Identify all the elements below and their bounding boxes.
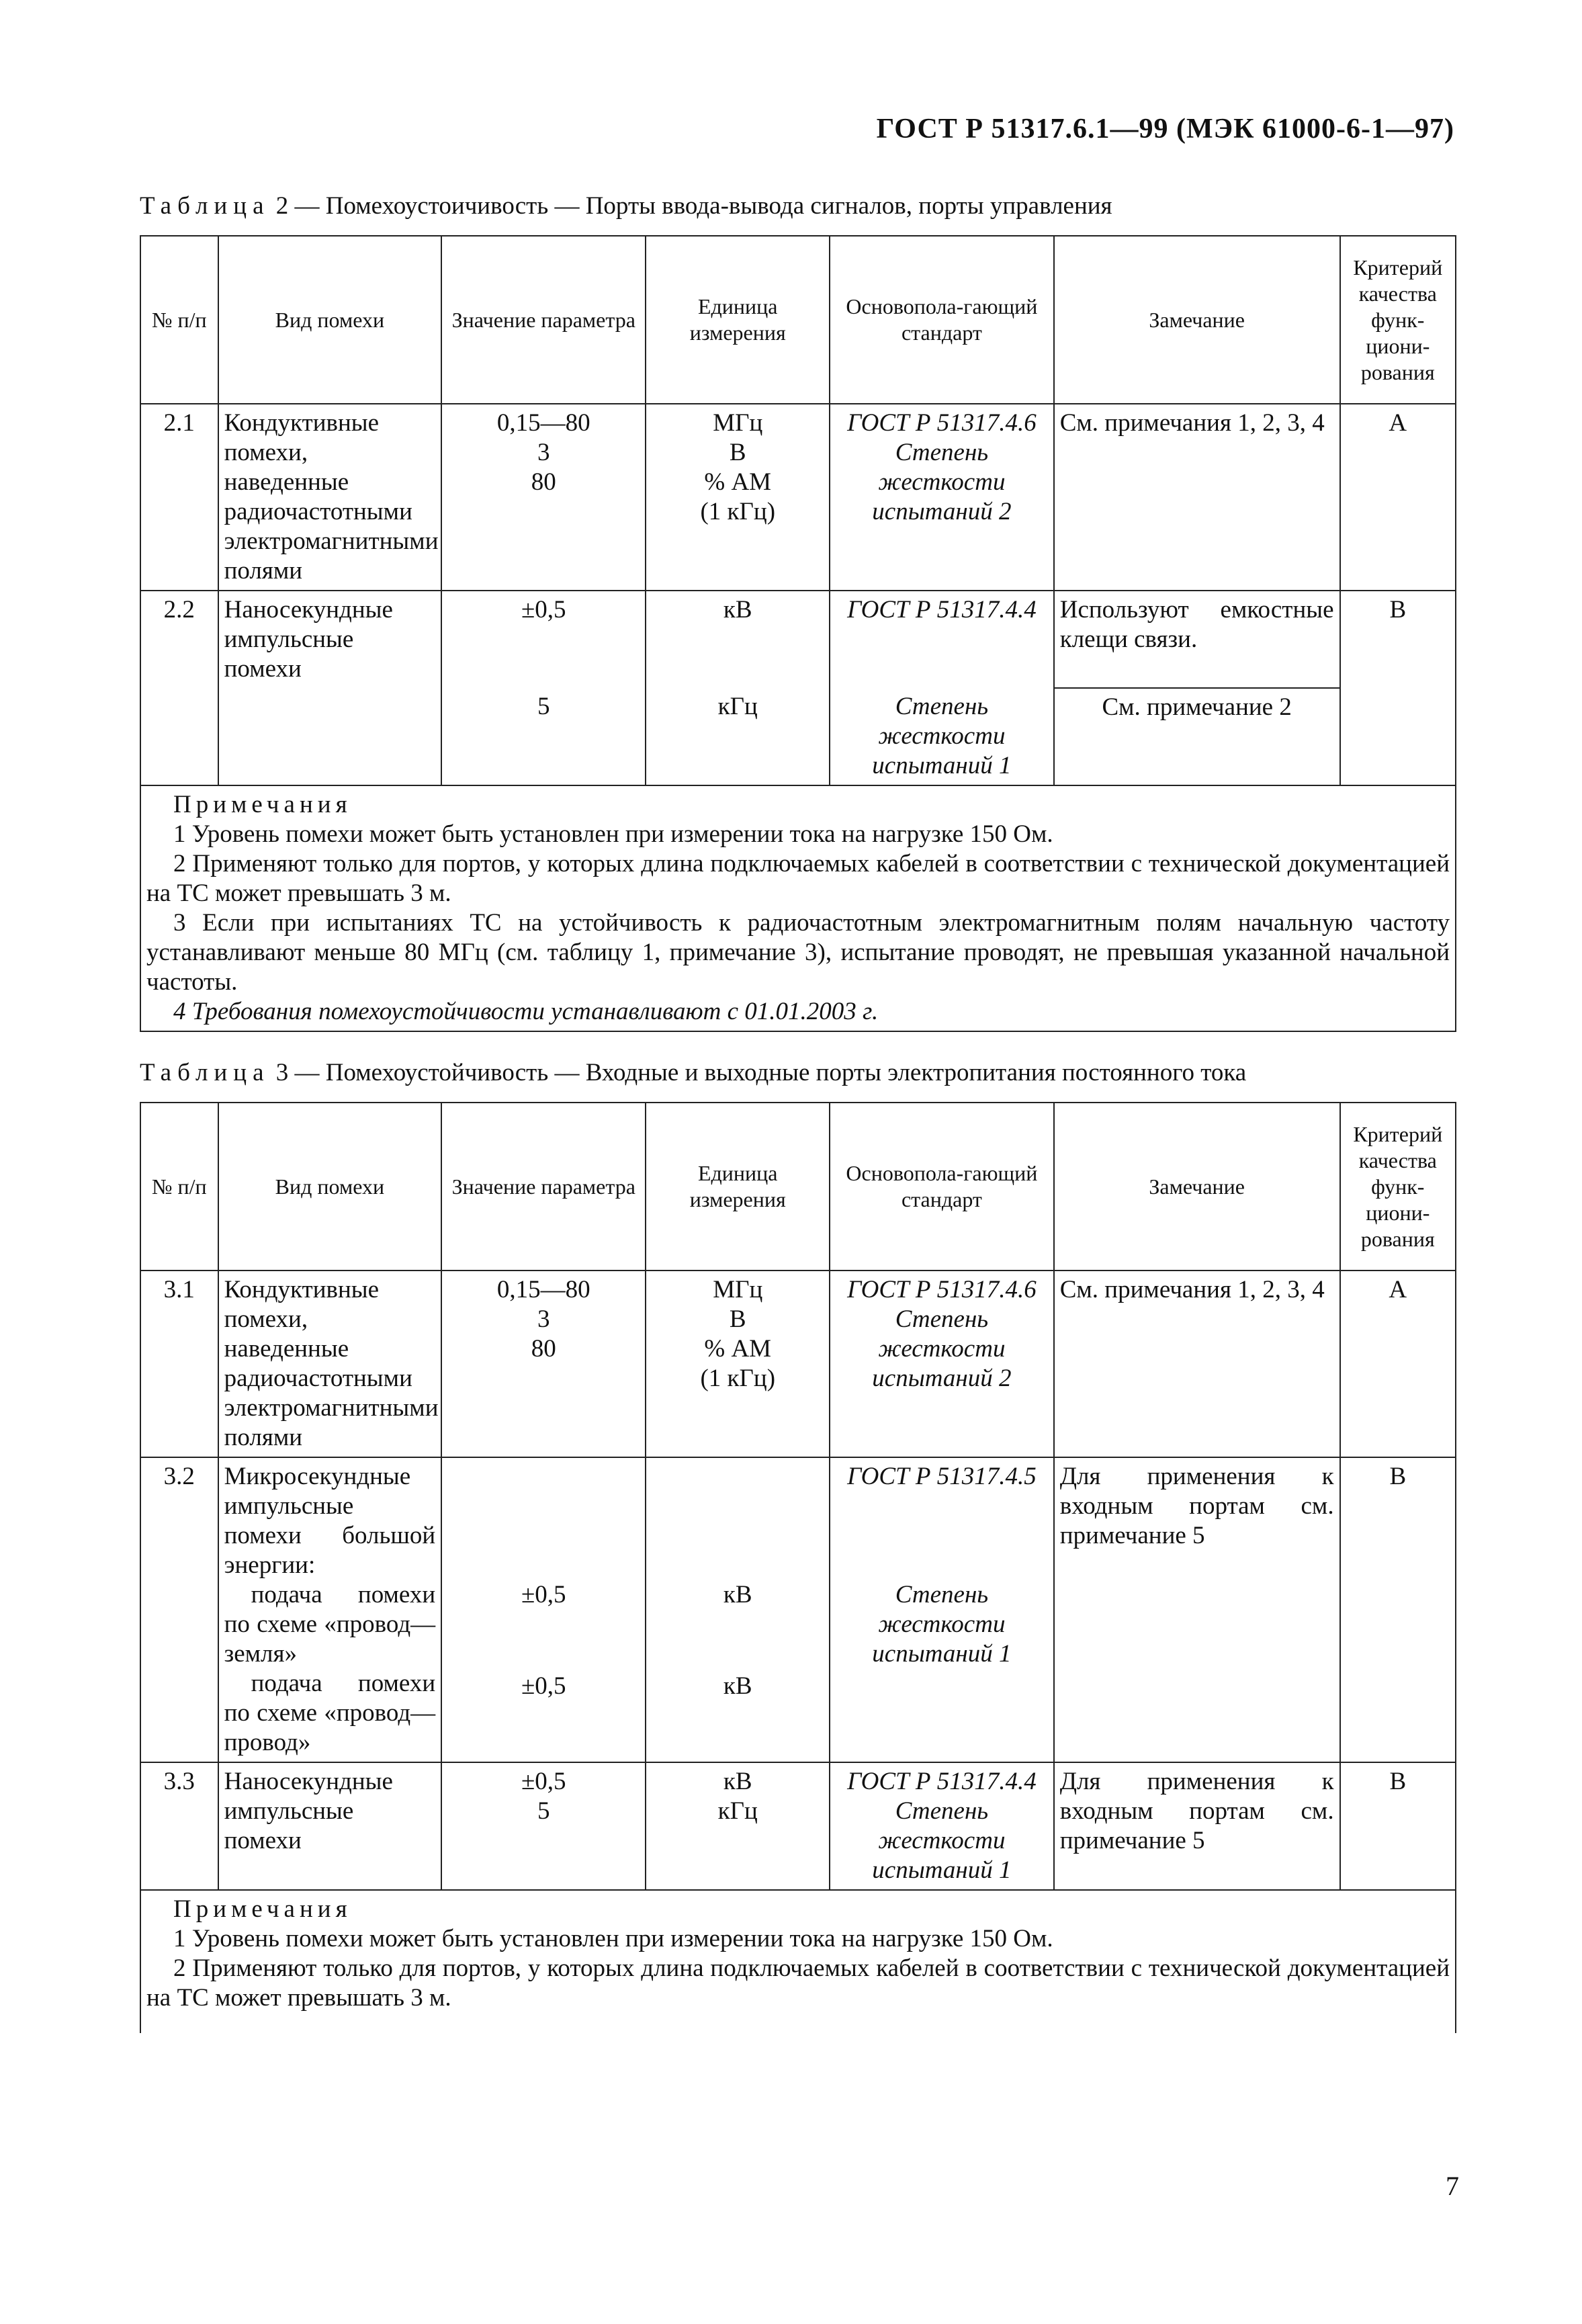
remark: Используют емкостные клещи связи.	[1054, 591, 1340, 688]
unit: % АМ	[704, 468, 772, 496]
note-4: 4 Требования помехоустойчивости устанавливают с 01.01.2003 г.	[173, 998, 879, 1025]
value: ±0,5	[521, 1768, 566, 1795]
remark: См. примечания 1, 2, 3, 4	[1054, 1271, 1340, 1457]
table2-caption-word: Таблица	[140, 192, 270, 220]
col-header-value: Значение параметра	[441, 236, 646, 404]
criterion: А	[1340, 1271, 1456, 1457]
interference-type: Кондуктивные помехи, наведенные радиочастотными электромагнитными полями	[218, 404, 442, 591]
remark: Для применения к входным портам см. примечание 5	[1054, 1762, 1340, 1890]
criterion: В	[1340, 1762, 1456, 1890]
interference-type: Кондуктивные помехи, наведенные радиочастотными электромагнитными полями	[218, 1271, 442, 1457]
parameter-values	[441, 1762, 646, 1890]
row-number: 3.3	[140, 1762, 218, 1890]
criterion: В	[1340, 1457, 1456, 1762]
severity-level: Степень жесткости испытаний 2	[872, 1305, 1012, 1392]
value: ±0,5	[521, 1672, 566, 1700]
row-number: 3.1	[140, 1271, 218, 1457]
col-header-standard: Основопола-гающий стандарт	[830, 1103, 1054, 1271]
units	[646, 1271, 830, 1457]
standard	[830, 1457, 1054, 1762]
col-header-unit: Единица измерения	[646, 236, 830, 404]
unit: % АМ	[704, 1335, 772, 1363]
document-header: ГОСТ Р 51317.6.1—99 (МЭК 61000-6-1—97)	[876, 114, 1454, 144]
units	[646, 1762, 830, 1890]
unit: (1 кГц)	[700, 498, 776, 525]
table-row	[140, 1457, 1456, 1762]
col-header-type: Вид помехи	[218, 236, 442, 404]
unit: кГц	[646, 688, 830, 785]
table2-notes	[140, 785, 1456, 1031]
value: 3	[537, 439, 550, 466]
sub-item: подача помехи по схеме «провод—провод»	[224, 1670, 436, 1756]
unit: кВ	[646, 591, 830, 688]
col-header-standard: Основопола-гающий стандарт	[830, 236, 1054, 404]
interference-type-title: Микросекундные импульсные помехи большой энергии:	[224, 1463, 436, 1579]
note-2: 2 Применяют только для портов, у которых длина подключаемых кабелей в соответствии с технической документацией на ТС может превышать 3 м.	[146, 850, 1450, 907]
value: 5	[537, 1797, 550, 1825]
table2-caption	[140, 191, 1112, 220]
unit: В	[729, 439, 746, 466]
value: 80	[531, 468, 556, 496]
standard-ref: ГОСТ Р 51317.4.5	[847, 1463, 1037, 1490]
unit: МГц	[713, 409, 763, 437]
table3-caption-word: Таблица	[140, 1059, 270, 1086]
standard	[830, 1271, 1054, 1457]
col-header-value: Значение параметра	[441, 1103, 646, 1271]
standard-ref: ГОСТ Р 51317.4.4	[847, 1768, 1037, 1795]
value: 5	[441, 688, 646, 785]
interference-type: Наносекундные импульсные помехи	[218, 591, 442, 688]
unit: кВ	[723, 1581, 752, 1608]
col-header-criterion: Критерий качества функ-циони-рования	[1340, 236, 1456, 404]
standard	[830, 404, 1054, 591]
table-row	[140, 404, 1456, 591]
table3-caption	[140, 1058, 1246, 1087]
col-header-number: № п/п	[140, 236, 218, 404]
note-1: 1 Уровень помехи может быть установлен при измерении тока на нагрузке 150 Ом.	[173, 820, 1053, 848]
note-3: 3 Если при испытаниях ТС на устойчивость к радиочастотным электромагнитным полям начальную частоту устанавливают меньше 80 МГц (см. таблицу 1, примечание 3), испытание проводят, не превышая указанной начальной частоты.	[146, 909, 1450, 996]
interference-type: Наносекундные импульсные помехи	[218, 1762, 442, 1890]
table-row	[140, 1762, 1456, 1890]
value: 0,15—80	[496, 1276, 590, 1303]
sub-item: подача помехи по схеме «провод—земля»	[224, 1581, 436, 1668]
standard-ref: ГОСТ Р 51317.4.6	[847, 409, 1037, 437]
col-header-type: Вид помехи	[218, 1103, 442, 1271]
value: 3	[537, 1305, 550, 1333]
table2-notes-row	[140, 785, 1456, 1031]
row-number: 2.1	[140, 404, 218, 591]
table3-caption-text: 3 — Помехоустойчивость — Входные и выходные порты электропитания постоянного тока	[275, 1059, 1247, 1086]
unit: МГц	[713, 1276, 763, 1303]
parameter-values	[441, 404, 646, 591]
row-number: 2.2	[140, 591, 218, 688]
notes-heading: Примечания	[173, 1895, 352, 1923]
remark: Для применения к входным портам см. примечание 5	[1054, 1457, 1340, 1762]
note-1: 1 Уровень помехи может быть установлен при измерении тока на нагрузке 150 Ом.	[173, 1925, 1053, 1952]
notes-heading: Примечания	[173, 791, 352, 818]
page-number: 7	[1446, 2171, 1459, 2201]
table-row	[140, 591, 1456, 688]
unit: кВ	[723, 1672, 752, 1700]
unit: В	[729, 1305, 746, 1333]
severity-level: Степень жесткости испытаний 1	[872, 1797, 1012, 1884]
table2-header-row	[140, 236, 1456, 404]
severity-level: Степень жесткости испытаний 2	[872, 439, 1012, 525]
col-header-remark: Замечание	[1054, 236, 1340, 404]
severity-level: Степень жесткости испытаний 1	[872, 1581, 1012, 1668]
table-row	[140, 1271, 1456, 1457]
value: 80	[531, 1335, 556, 1363]
parameter-values	[441, 1457, 646, 1762]
standard-ref: ГОСТ Р 51317.4.4	[830, 591, 1054, 688]
col-header-criterion: Критерий качества функ-циони-рования	[1340, 1103, 1456, 1271]
table3-header-row	[140, 1103, 1456, 1271]
interference-type	[218, 1457, 442, 1762]
value: ±0,5	[521, 1581, 566, 1608]
value: ±0,5	[441, 591, 646, 688]
col-header-remark: Замечание	[1054, 1103, 1340, 1271]
standard-ref: ГОСТ Р 51317.4.6	[847, 1276, 1037, 1303]
note-2: 2 Применяют только для портов, у которых длина подключаемых кабелей в соответствии с технической документацией на ТС может превышать 3 м.	[146, 1954, 1450, 2012]
table2	[140, 235, 1456, 1032]
criterion: В	[1340, 591, 1456, 688]
standard	[830, 1762, 1054, 1890]
unit: кГц	[717, 1797, 758, 1825]
units	[646, 1457, 830, 1762]
severity-level: Степень жесткости испытаний 1	[830, 688, 1054, 785]
units	[646, 404, 830, 591]
remark: См. примечания 1, 2, 3, 4	[1054, 404, 1340, 591]
table2-caption-text: 2 — Помехоустоичивость — Порты ввода-вывода сигналов, порты управления	[275, 192, 1112, 220]
col-header-unit: Единица измерения	[646, 1103, 830, 1271]
value: 0,15—80	[496, 409, 590, 437]
parameter-values	[441, 1271, 646, 1457]
table3-notes	[140, 1890, 1456, 2033]
remark: См. примечание 2	[1054, 688, 1340, 785]
table3	[140, 1102, 1456, 2033]
unit: кВ	[723, 1768, 752, 1795]
unit: (1 кГц)	[700, 1365, 776, 1392]
row-number: 3.2	[140, 1457, 218, 1762]
criterion: А	[1340, 404, 1456, 591]
table3-notes-row	[140, 1890, 1456, 2033]
table-row	[140, 688, 1456, 785]
col-header-number: № п/п	[140, 1103, 218, 1271]
